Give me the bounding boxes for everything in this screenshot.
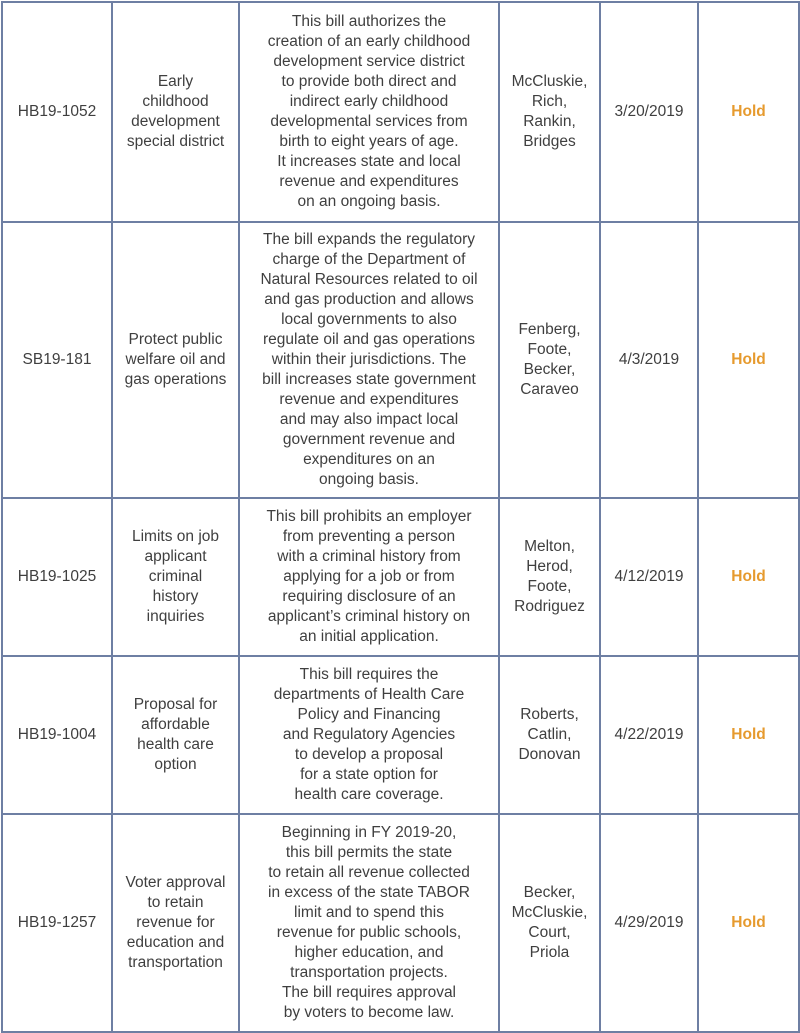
bill-date: 4/12/2019 <box>600 498 698 656</box>
bill-description: Beginning in FY 2019-20, this bill permits the state to retain all revenue collected in excess of the state TABOR limit and to spend this revenue for public schools, higher education, and transportation projects. The bill requires approval by voters to become law. <box>239 814 499 1032</box>
bill-title: Protect public welfare oil and gas operations <box>112 222 239 498</box>
bill-description: This bill requires the departments of Health Care Policy and Financing and Regulatory Agencies to develop a proposal for a state option for health care coverage. <box>239 656 499 814</box>
status-badge: Hold <box>698 2 799 222</box>
bill-number: HB19-1257 <box>2 814 112 1032</box>
bill-date: 4/3/2019 <box>600 222 698 498</box>
table-row <box>2 2 799 222</box>
bill-description: This bill prohibits an employer from preventing a person with a criminal history from applying for a job or from requiring disclosure of an applicant’s criminal history on an initial application. <box>239 498 499 656</box>
bill-table <box>1 1 800 1033</box>
bill-date: 3/20/2019 <box>600 2 698 222</box>
bill-title: Early childhood development special district <box>112 2 239 222</box>
bill-number: HB19-1004 <box>2 656 112 814</box>
bill-title: Limits on job applicant criminal history inquiries <box>112 498 239 656</box>
bill-sponsors: Melton, Herod, Foote, Rodriguez <box>499 498 600 656</box>
bill-number: HB19-1025 <box>2 498 112 656</box>
bill-date: 4/29/2019 <box>600 814 698 1032</box>
bill-description: This bill authorizes the creation of an early childhood development service district to provide both direct and indirect early childhood developmental services from birth to eight years of age. It increases state and local revenue and expenditures on an ongoing basis. <box>239 2 499 222</box>
bill-sponsors: Fenberg, Foote, Becker, Caraveo <box>499 222 600 498</box>
bill-title: Proposal for affordable health care option <box>112 656 239 814</box>
table-row <box>2 222 799 498</box>
table-row <box>2 656 799 814</box>
bill-title: Voter approval to retain revenue for education and transportation <box>112 814 239 1032</box>
bill-sponsors: McCluskie, Rich, Rankin, Bridges <box>499 2 600 222</box>
bill-date: 4/22/2019 <box>600 656 698 814</box>
status-badge: Hold <box>698 222 799 498</box>
bill-description: The bill expands the regulatory charge of the Department of Natural Resources related to oil and gas production and allows local governments to also regulate oil and gas operations within their jurisdictions. The bill increases state government revenue and expenditures and may also impact local government revenue and expenditures on an ongoing basis. <box>239 222 499 498</box>
table-row <box>2 498 799 656</box>
status-badge: Hold <box>698 814 799 1032</box>
bill-number: SB19-181 <box>2 222 112 498</box>
bill-sponsors: Becker, McCluskie, Court, Priola <box>499 814 600 1032</box>
table-row <box>2 814 799 1032</box>
bill-number: HB19-1052 <box>2 2 112 222</box>
status-badge: Hold <box>698 656 799 814</box>
bill-sponsors: Roberts, Catlin, Donovan <box>499 656 600 814</box>
status-badge: Hold <box>698 498 799 656</box>
